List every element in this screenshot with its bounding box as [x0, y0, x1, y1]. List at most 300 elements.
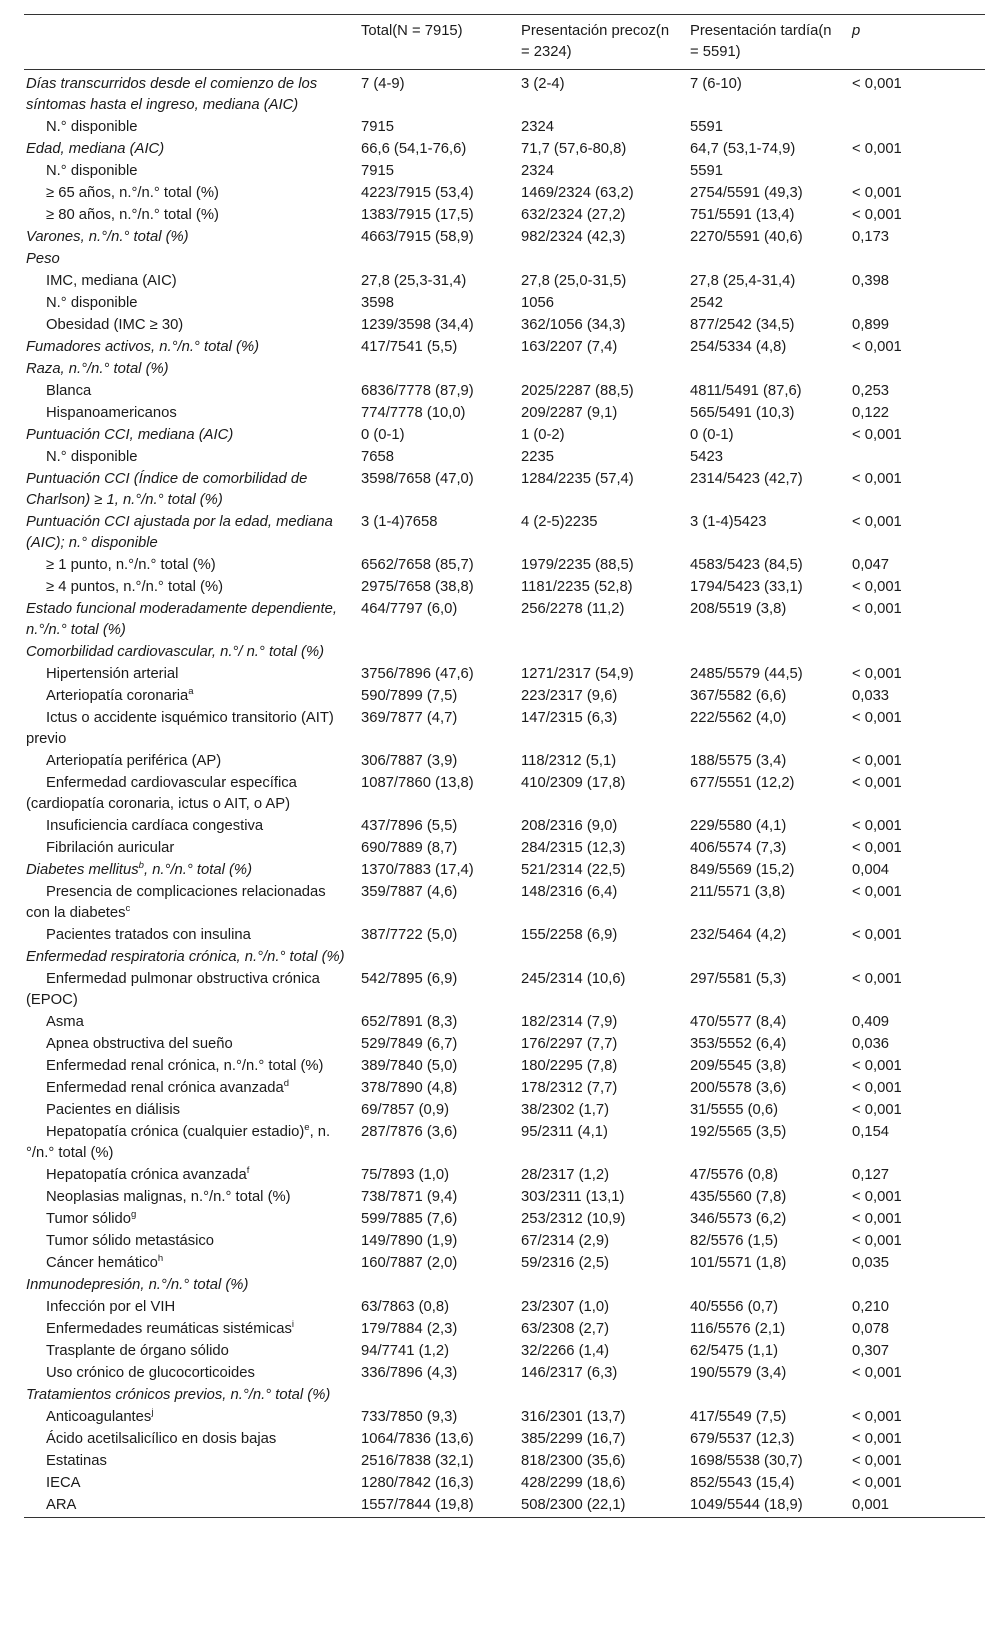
cell-early-presentation: 27,8 (25,0-31,5)	[521, 273, 627, 289]
row-label-text: IMC, mediana (AIC)	[46, 273, 177, 289]
cell-p-value: < 0,001	[852, 1409, 902, 1425]
table-row	[24, 512, 985, 555]
header-total: Total(N = 7915)	[361, 23, 463, 39]
cell-early-presentation: 2324	[521, 163, 554, 179]
row-label-text: Hipertensión arterial	[46, 666, 179, 682]
cell-p-value: < 0,001	[852, 141, 902, 157]
cell-early-presentation	[515, 249, 684, 271]
row-label-text: Días transcurridos desde el comienzo de los síntomas hasta el ingreso, mediana (AIC)	[26, 76, 318, 113]
row-label-text: Diabetes mellitus	[26, 862, 139, 878]
table-row	[24, 1231, 985, 1253]
cell-p-value	[846, 1385, 985, 1407]
cell-total: 94/7741 (1,2)	[361, 1343, 450, 1359]
table-row	[24, 1385, 985, 1407]
cell-late-presentation: 82/5576 (1,5)	[690, 1233, 779, 1249]
row-label	[24, 1495, 355, 1518]
cell-early-presentation: 1979/2235 (88,5)	[521, 557, 634, 573]
table-row	[24, 227, 985, 249]
table-row	[24, 664, 985, 686]
cell-p-value	[846, 359, 985, 381]
row-label-text: Fibrilación auricular	[46, 840, 175, 856]
row-label-text: Pacientes tratados con insulina	[46, 927, 251, 943]
cell-total: 437/7896 (5,5)	[361, 818, 458, 834]
cell-early-presentation: 3 (2-4)	[521, 76, 565, 92]
cell-early-presentation: 223/2317 (9,6)	[521, 688, 618, 704]
cell-late-presentation	[684, 359, 846, 381]
row-label-text: Presencia de complicaciones relacionadas con la diabetes	[26, 884, 326, 921]
cell-total	[355, 249, 515, 271]
row-label	[24, 555, 355, 577]
row-label	[24, 947, 355, 969]
row-label	[24, 882, 355, 925]
cell-p-value	[846, 293, 985, 315]
cell-total: 160/7887 (2,0)	[361, 1255, 458, 1271]
row-label	[24, 642, 355, 664]
cell-early-presentation: 2025/2287 (88,5)	[521, 383, 634, 399]
cell-late-presentation: 5591	[690, 119, 723, 135]
row-label-text: Cáncer hemático	[46, 1255, 158, 1271]
row-label-text: Hispanoamericanos	[46, 405, 177, 421]
cell-p-value: < 0,001	[852, 1431, 902, 1447]
footnote-marker: f	[246, 1165, 250, 1177]
cell-late-presentation: 7 (6-10)	[690, 76, 742, 92]
table-body	[24, 70, 985, 1518]
cell-early-presentation: 23/2307 (1,0)	[521, 1299, 610, 1315]
footnote-marker: c	[125, 903, 131, 915]
row-label-text: Neoplasias malignas, n.°/n.° total (%)	[46, 1189, 291, 1205]
row-label-text: Peso	[26, 251, 60, 267]
row-label	[24, 271, 355, 293]
row-label-text: Tumor sólido	[46, 1211, 131, 1227]
row-label-text: N.° disponible	[46, 449, 138, 465]
row-label	[24, 969, 355, 1012]
cell-p-value: < 0,001	[852, 840, 902, 856]
table-row	[24, 860, 985, 882]
table-row	[24, 1078, 985, 1100]
cell-p-value: < 0,001	[852, 601, 902, 617]
cell-p-value: < 0,001	[852, 471, 902, 487]
cell-total: 75/7893 (1,0)	[361, 1167, 450, 1183]
cell-total	[355, 1385, 515, 1407]
cell-total: 27,8 (25,3-31,4)	[361, 273, 467, 289]
cell-early-presentation: 182/2314 (7,9)	[521, 1014, 618, 1030]
cell-total: 4223/7915 (53,4)	[361, 185, 474, 201]
cell-early-presentation: 316/2301 (13,7)	[521, 1409, 626, 1425]
cell-total: 0 (0-1)	[361, 427, 405, 443]
cell-p-value: < 0,001	[852, 339, 902, 355]
cell-late-presentation: 116/5576 (2,1)	[690, 1321, 786, 1337]
cell-late-presentation: 346/5573 (6,2)	[690, 1211, 787, 1227]
row-label	[24, 1209, 355, 1231]
row-label	[24, 1231, 355, 1253]
cell-early-presentation: 253/2312 (10,9)	[521, 1211, 626, 1227]
cell-late-presentation: 2270/5591 (40,6)	[690, 229, 803, 245]
cell-total: 529/7849 (6,7)	[361, 1036, 458, 1052]
cell-total: 690/7889 (8,7)	[361, 840, 458, 856]
cell-early-presentation: 209/2287 (9,1)	[521, 405, 618, 421]
cell-p-value: < 0,001	[852, 927, 902, 943]
cell-p-value: 0,004	[852, 862, 890, 878]
cell-total: 4663/7915 (58,9)	[361, 229, 474, 245]
row-label-text: Inmunodepresión, n.°/n.° total (%)	[26, 1277, 249, 1293]
cell-late-presentation: 417/5549 (7,5)	[690, 1409, 787, 1425]
cell-early-presentation: 148/2316 (6,4)	[521, 884, 618, 900]
cell-total: 652/7891 (8,3)	[361, 1014, 458, 1030]
cell-p-value: < 0,001	[852, 818, 902, 834]
cell-late-presentation: 232/5464 (4,2)	[690, 927, 787, 943]
table-row	[24, 925, 985, 947]
cell-p-value: 0,033	[852, 688, 890, 704]
cell-late-presentation: 751/5591 (13,4)	[690, 207, 795, 223]
row-label	[24, 1451, 355, 1473]
footnote-marker: a	[188, 686, 194, 698]
row-label	[24, 447, 355, 469]
cell-early-presentation	[515, 1275, 684, 1297]
row-label	[24, 816, 355, 838]
cell-total: 590/7899 (7,5)	[361, 688, 458, 704]
row-label	[24, 249, 355, 271]
row-label-text: Estado funcional moderadamente dependiente, n.°/n.° total (%)	[26, 601, 337, 638]
table-row	[24, 1187, 985, 1209]
row-label-text: Estatinas	[46, 1453, 107, 1469]
cell-late-presentation	[684, 1275, 846, 1297]
cell-p-value: < 0,001	[852, 1365, 902, 1381]
cell-late-presentation: 852/5543 (15,4)	[690, 1475, 795, 1491]
row-label-text: Hepatopatía crónica (cualquier estadio)	[46, 1124, 305, 1140]
cell-total: 2975/7658 (38,8)	[361, 579, 474, 595]
table-header-row	[24, 15, 985, 70]
cell-total: 774/7778 (10,0)	[361, 405, 466, 421]
cell-total: 1064/7836 (13,6)	[361, 1431, 474, 1447]
row-label-text: Arteriopatía coronaria	[46, 688, 189, 704]
cell-early-presentation: 146/2317 (6,3)	[521, 1365, 618, 1381]
cell-early-presentation: 521/2314 (22,5)	[521, 862, 626, 878]
cell-early-presentation: 1284/2235 (57,4)	[521, 471, 634, 487]
cell-late-presentation	[684, 642, 846, 664]
cell-total: 3598	[361, 295, 394, 311]
table-row	[24, 947, 985, 969]
table-row	[24, 1056, 985, 1078]
cell-p-value	[846, 161, 985, 183]
cell-late-presentation: 62/5475 (1,1)	[690, 1343, 779, 1359]
cell-early-presentation: 303/2311 (13,1)	[521, 1189, 625, 1205]
cell-p-value: < 0,001	[852, 185, 902, 201]
table-row	[24, 1363, 985, 1385]
row-label	[24, 1034, 355, 1056]
table-row	[24, 969, 985, 1012]
table-row	[24, 403, 985, 425]
table-row	[24, 838, 985, 860]
table-row	[24, 1100, 985, 1122]
cell-total: 149/7890 (1,9)	[361, 1233, 458, 1249]
cell-p-value: 0,036	[852, 1036, 890, 1052]
cell-late-presentation: 435/5560 (7,8)	[690, 1189, 787, 1205]
row-label-text: Uso crónico de glucocorticoides	[46, 1365, 255, 1381]
row-label-text: Infección por el VIH	[46, 1299, 176, 1315]
row-label	[24, 1363, 355, 1385]
row-label-text: N.° disponible	[46, 295, 138, 311]
row-label	[24, 1275, 355, 1297]
cell-total	[355, 359, 515, 381]
row-label-text: Enfermedad respiratoria crónica, n.°/n.° total (%)	[26, 949, 345, 965]
cell-late-presentation	[684, 947, 846, 969]
row-label	[24, 512, 355, 555]
cell-p-value: < 0,001	[852, 1211, 902, 1227]
row-label-text: Puntuación CCI ajustada por la edad, mediana (AIC); n.° disponible	[26, 514, 333, 551]
row-label-text: ≥ 65 años, n.°/n.° total (%)	[46, 185, 219, 201]
row-label	[24, 293, 355, 315]
table-row	[24, 359, 985, 381]
table-row	[24, 1473, 985, 1495]
cell-p-value: < 0,001	[852, 1475, 902, 1491]
cell-total: 336/7896 (4,3)	[361, 1365, 458, 1381]
cell-total: 1280/7842 (16,3)	[361, 1475, 474, 1491]
cell-p-value: 0,078	[852, 1321, 890, 1337]
row-label	[24, 860, 355, 882]
cell-late-presentation: 4583/5423 (84,5)	[690, 557, 803, 573]
cell-p-value: < 0,001	[852, 1102, 902, 1118]
row-label-text: N.° disponible	[46, 163, 138, 179]
cell-p-value: 0,307	[852, 1343, 890, 1359]
table-row	[24, 1451, 985, 1473]
cell-early-presentation: 362/1056 (34,3)	[521, 317, 626, 333]
cell-early-presentation: 38/2302 (1,7)	[521, 1102, 610, 1118]
cell-late-presentation: 208/5519 (3,8)	[690, 601, 787, 617]
row-label-text: Enfermedad renal crónica avanzada	[46, 1080, 284, 1096]
cell-late-presentation: 5591	[690, 163, 723, 179]
cell-early-presentation	[515, 947, 684, 969]
row-label-text: ARA	[46, 1497, 77, 1513]
cell-total: 7658	[361, 449, 394, 465]
table-row	[24, 447, 985, 469]
cell-early-presentation: 178/2312 (7,7)	[521, 1080, 618, 1096]
table-row	[24, 708, 985, 751]
cell-total: 389/7840 (5,0)	[361, 1058, 458, 1074]
table-row	[24, 337, 985, 359]
row-label-text: Insuficiencia cardíaca congestiva	[46, 818, 264, 834]
cell-total: 6562/7658 (85,7)	[361, 557, 474, 573]
cell-early-presentation: 1469/2324 (63,2)	[521, 185, 634, 201]
cell-early-presentation: 428/2299 (18,6)	[521, 1475, 626, 1491]
cell-early-presentation: 1271/2317 (54,9)	[521, 666, 634, 682]
cell-late-presentation: 1794/5423 (33,1)	[690, 579, 803, 595]
cell-total: 3756/7896 (47,6)	[361, 666, 474, 682]
row-label	[24, 1165, 355, 1187]
table-row	[24, 117, 985, 139]
row-label-text: Tratamientos crónicos previos, n.°/n.° total (%)	[26, 1387, 331, 1403]
cell-early-presentation: 818/2300 (35,6)	[521, 1453, 626, 1469]
cell-late-presentation: 222/5562 (4,0)	[690, 710, 787, 726]
footnote-marker: h	[157, 1253, 164, 1265]
cell-early-presentation: 155/2258 (6,9)	[521, 927, 618, 943]
row-label-text: Ictus o accidente isquémico transitorio (AIT) previo	[26, 710, 334, 747]
row-label	[24, 599, 355, 642]
cell-total: 1370/7883 (17,4)	[361, 862, 474, 878]
row-label-text: Asma	[46, 1014, 84, 1030]
cell-total: 2516/7838 (32,1)	[361, 1453, 474, 1469]
table-row	[24, 1122, 985, 1165]
row-label-text: Arteriopatía periférica (AP)	[46, 753, 222, 769]
cell-total: 66,6 (54,1-76,6)	[361, 141, 467, 157]
cell-total	[355, 642, 515, 664]
table-row	[24, 686, 985, 708]
row-label	[24, 117, 355, 139]
cell-p-value: 0,122	[852, 405, 890, 421]
row-label-text: Enfermedades reumáticas sistémicas	[46, 1321, 292, 1337]
cell-total: 3598/7658 (47,0)	[361, 471, 474, 487]
cell-total: 287/7876 (3,6)	[361, 1124, 458, 1140]
row-label-text: Raza, n.°/n.° total (%)	[26, 361, 169, 377]
row-label-text: IECA	[46, 1475, 81, 1491]
cell-late-presentation: 470/5577 (8,4)	[690, 1014, 787, 1030]
cell-p-value: < 0,001	[852, 207, 902, 223]
table-row	[24, 1253, 985, 1275]
table-row	[24, 469, 985, 512]
cell-total: 464/7797 (6,0)	[361, 601, 458, 617]
cell-late-presentation: 188/5575 (3,4)	[690, 753, 787, 769]
row-label-suffix: , n.°/n.° total (%)	[143, 862, 253, 878]
cell-early-presentation: 163/2207 (7,4)	[521, 339, 618, 355]
cell-p-value: 0,899	[852, 317, 890, 333]
table-row	[24, 1319, 985, 1341]
table-row	[24, 1034, 985, 1056]
row-label-text: Hepatopatía crónica avanzada	[46, 1167, 247, 1183]
cell-total: 738/7871 (9,4)	[361, 1189, 458, 1205]
table-row	[24, 1407, 985, 1429]
cell-p-value: 0,154	[852, 1124, 890, 1140]
row-label-text: Trasplante de órgano sólido	[46, 1343, 229, 1359]
cell-late-presentation: 31/5555 (0,6)	[690, 1102, 779, 1118]
row-label	[24, 183, 355, 205]
cell-early-presentation: 59/2316 (2,5)	[521, 1255, 610, 1271]
cell-total: 7915	[361, 163, 394, 179]
table-row	[24, 161, 985, 183]
cell-early-presentation: 2235	[521, 449, 554, 465]
cell-total	[355, 947, 515, 969]
cell-p-value: < 0,001	[852, 884, 902, 900]
cell-late-presentation: 211/5571 (3,8)	[690, 884, 786, 900]
table-row	[24, 183, 985, 205]
footnote-marker: g	[130, 1209, 137, 1221]
cell-early-presentation: 1 (0-2)	[521, 427, 565, 443]
cell-early-presentation: 67/2314 (2,9)	[521, 1233, 610, 1249]
cell-total: 369/7877 (4,7)	[361, 710, 458, 726]
cell-early-presentation: 256/2278 (11,2)	[521, 601, 625, 617]
cell-late-presentation: 200/5578 (3,6)	[690, 1080, 787, 1096]
cell-early-presentation: 245/2314 (10,6)	[521, 971, 626, 987]
cell-late-presentation: 229/5580 (4,1)	[690, 818, 787, 834]
cell-total: 7915	[361, 119, 394, 135]
cell-early-presentation: 4 (2-5)2235	[521, 514, 598, 530]
cell-early-presentation: 2324	[521, 119, 554, 135]
cell-late-presentation: 677/5551 (12,2)	[690, 775, 795, 791]
cell-early-presentation: 118/2312 (5,1)	[521, 753, 617, 769]
row-label-text: Enfermedad renal crónica, n.°/n.° total (%)	[46, 1058, 324, 1074]
row-label	[24, 1385, 355, 1407]
row-label-text: Edad, mediana (AIC)	[26, 141, 165, 157]
cell-late-presentation: 877/2542 (34,5)	[690, 317, 795, 333]
cell-p-value: < 0,001	[852, 753, 902, 769]
cell-late-presentation: 679/5537 (12,3)	[690, 1431, 795, 1447]
table-row	[24, 1275, 985, 1297]
row-label	[24, 70, 355, 117]
cell-late-presentation: 47/5576 (0,8)	[690, 1167, 779, 1183]
row-label-text: ≥ 4 puntos, n.°/n.° total (%)	[46, 579, 224, 595]
cell-p-value: < 0,001	[852, 76, 902, 92]
row-label-text: Obesidad (IMC ≥ 30)	[46, 317, 184, 333]
cell-early-presentation: 63/2308 (2,7)	[521, 1321, 610, 1337]
cell-p-value: < 0,001	[852, 775, 902, 791]
cell-early-presentation: 208/2316 (9,0)	[521, 818, 618, 834]
footnote-marker: e	[304, 1122, 310, 1134]
cell-early-presentation: 284/2315 (12,3)	[521, 840, 626, 856]
row-label	[24, 1187, 355, 1209]
table-row	[24, 599, 985, 642]
cell-late-presentation: 192/5565 (3,5)	[690, 1124, 787, 1140]
cell-late-presentation: 254/5334 (4,8)	[690, 339, 787, 355]
row-label	[24, 205, 355, 227]
cell-late-presentation: 0 (0-1)	[690, 427, 734, 443]
cell-p-value: < 0,001	[852, 1080, 902, 1096]
cell-p-value	[846, 117, 985, 139]
row-label-suffix: , n.°/n.° total (%)	[26, 1124, 331, 1161]
row-label	[24, 227, 355, 249]
cell-p-value: 0,210	[852, 1299, 890, 1315]
row-label-text: Apnea obstructiva del sueño	[46, 1036, 233, 1052]
table-row	[24, 555, 985, 577]
row-label	[24, 337, 355, 359]
row-label	[24, 161, 355, 183]
row-label-text: Ácido acetilsalicílico en dosis bajas	[46, 1431, 277, 1447]
cell-late-presentation: 209/5545 (3,8)	[690, 1058, 787, 1074]
row-label	[24, 1078, 355, 1100]
row-label-text: Varones, n.°/n.° total (%)	[26, 229, 189, 245]
cell-p-value: < 0,001	[852, 710, 902, 726]
cell-p-value: 0,253	[852, 383, 890, 399]
cell-p-value: 0,173	[852, 229, 890, 245]
cell-early-presentation: 1056	[521, 295, 554, 311]
row-label-text: Puntuación CCI (Índice de comorbilidad de Charlson) ≥ 1, n.°/n.° total (%)	[26, 471, 308, 508]
table-row	[24, 1495, 985, 1518]
row-label	[24, 381, 355, 403]
cell-late-presentation: 2485/5579 (44,5)	[690, 666, 803, 682]
header-early-presentation: Presentación precoz(n = 2324)	[521, 23, 670, 60]
cell-total: 7 (4-9)	[361, 76, 405, 92]
cell-late-presentation: 40/5556 (0,7)	[690, 1299, 779, 1315]
row-label	[24, 1012, 355, 1034]
header-label-column	[24, 15, 355, 70]
cell-total: 1383/7915 (17,5)	[361, 207, 474, 223]
cell-late-presentation: 4811/5491 (87,6)	[690, 383, 802, 399]
cell-late-presentation: 3 (1-4)5423	[690, 514, 767, 530]
row-label	[24, 139, 355, 161]
table-row	[24, 1209, 985, 1231]
row-label	[24, 1056, 355, 1078]
row-label	[24, 1407, 355, 1429]
cell-p-value: < 0,001	[852, 666, 902, 682]
row-label	[24, 773, 355, 816]
cell-late-presentation: 406/5574 (7,3)	[690, 840, 787, 856]
row-label	[24, 1319, 355, 1341]
row-label-text: Blanca	[46, 383, 92, 399]
cell-late-presentation: 353/5552 (6,4)	[690, 1036, 787, 1052]
cell-late-presentation: 190/5579 (3,4)	[690, 1365, 787, 1381]
row-label	[24, 751, 355, 773]
cell-late-presentation: 2754/5591 (49,3)	[690, 185, 803, 201]
cell-p-value	[846, 947, 985, 969]
cell-early-presentation: 176/2297 (7,7)	[521, 1036, 618, 1052]
table-row	[24, 1297, 985, 1319]
